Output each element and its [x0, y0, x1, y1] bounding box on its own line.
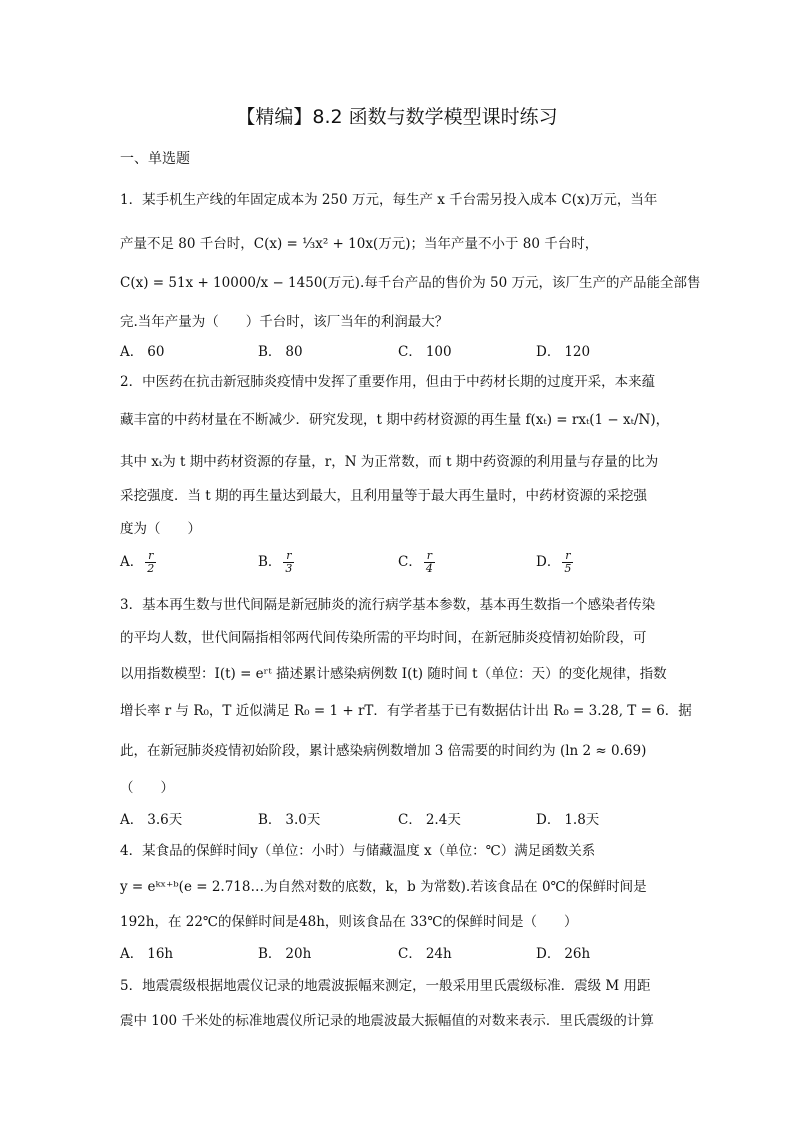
q4-option-b[interactable]: B． 20h — [258, 946, 312, 962]
q3-option-b[interactable]: B． 3.0天 — [258, 812, 321, 828]
q1-line-1: 1．某手机生产线的年固定成本为 250 万元，每生产 x 千台需另投入成本 C(x)万元，当年 — [120, 192, 658, 208]
q4-line-2: y = eᵏˣ⁺ᵇ(e = 2.718…为自然对数的底数，k，b 为常数).若该食品在 0℃的保鲜时间是 — [120, 879, 647, 895]
q2-line-1: 2．中医药在抗击新冠肺炎疫情中发挥了重要作用，但由于中药材长期的过度开采，本来蕴 — [120, 374, 656, 390]
q3-line-2: 的平均人数，世代间隔指相邻两代间传染所需的平均时间，在新冠肺炎疫情初始阶段，可 — [120, 630, 647, 646]
q1-option-d[interactable]: D． 120 — [536, 344, 591, 360]
q5-line-1: 5．地震震级根据地震仪记录的地震波振幅来测定，一般采用里氏震级标准．震级 M 用距 — [120, 978, 651, 994]
q1-option-a[interactable]: A． 60 — [120, 344, 165, 360]
q4-option-a[interactable]: A． 16h — [120, 946, 174, 962]
q3-line-4: 增长率 r 与 R₀，T 近似满足 R₀ = 1 + rT．有学者基于已有数据估计出 R₀ = 3.28, T = 6．据 — [120, 703, 692, 719]
q4-option-d[interactable]: D． 26h — [536, 946, 591, 962]
q3-options — [120, 810, 720, 832]
q3-line-3: 以用指数模型：I(t) = eʳᵗ 描述累计感染病例数 I(t) 随时间 t（单位：天）的变化规律，指数 — [120, 666, 667, 682]
q4-options — [120, 944, 720, 966]
q1-option-b[interactable]: B． 80 — [258, 344, 303, 360]
q2-line-4: 采挖强度．当 t 期的再生量达到最大，且利用量等于最大再生量时，中药材资源的采挖强 — [120, 488, 648, 504]
q2-option-a[interactable]: A． $\frac{r}{2}$ — [120, 549, 155, 575]
q3-option-c[interactable]: C． 2.4天 — [398, 812, 461, 828]
q2-option-c[interactable]: C． $\frac{r}{4}$ — [398, 549, 433, 575]
q3-line-6: （ ） — [120, 780, 174, 796]
q1-line-2: 产量不足 80 千台时，C(x) = ⅓x² + 10x(万元)；当年产量不小于 80 千台时， — [120, 236, 599, 252]
q2-options — [120, 549, 720, 575]
q5-line-2: 震中 100 千米处的标准地震仪所记录的地震波最大振幅值的对数来表示．里氏震级的计算 — [120, 1013, 654, 1029]
q1-line-3: C(x) = 51x + 10000/x − 1450(万元).每千台产品的售价为 50 万元，该厂生产的产品能全部售 — [120, 275, 701, 291]
q4-line-1: 4．某食品的保鲜时间y（单位：小时）与储藏温度 x（单位：℃）满足函数关系 — [120, 843, 596, 859]
q3-line-1: 3．基本再生数与世代间隔是新冠肺炎的流行病学基本参数，基本再生数指一个感染者传染 — [120, 597, 656, 613]
page-title: 【精编】8.2 函数与数学模型课时练习 — [236, 106, 558, 128]
q1-option-c[interactable]: C． 100 — [398, 344, 452, 360]
q2-option-b[interactable]: B． $\frac{r}{3}$ — [258, 549, 293, 575]
q4-line-3: 192h，在 22℃的保鲜时间是48h，则该食品在 33℃的保鲜时间是（ ） — [120, 914, 578, 930]
q2-option-d[interactable]: D． $\frac{r}{5}$ — [536, 549, 572, 575]
q3-line-5: 此，在新冠肺炎疫情初始阶段，累计感染病例数增加 3 倍需要的时间约为 (ln 2 ≈ 0.69) — [120, 743, 647, 759]
q2-line-5: 度为（ ） — [120, 521, 201, 537]
q2-line-3: 其中 xₜ为 t 期中药材资源的存量，r，N 为正常数，而 t 期中药资源的利用量与存量的比为 — [120, 454, 659, 470]
q2-line-2: 藏丰富的中药材量在不断减少．研究发现，t 期中药材资源的再生量 f(xₜ) = rxₜ(1 − xₜ/N)， — [120, 412, 670, 428]
section-heading: 一、单选题 — [120, 151, 190, 167]
q1-options — [120, 342, 720, 364]
q3-option-d[interactable]: D． 1.8天 — [536, 812, 600, 828]
q3-option-a[interactable]: A． 3.6天 — [120, 812, 183, 828]
q1-line-4: 完.当年产量为（ ）千台时，该厂当年的利润最大？ — [120, 314, 449, 330]
q4-option-c[interactable]: C． 24h — [398, 946, 452, 962]
